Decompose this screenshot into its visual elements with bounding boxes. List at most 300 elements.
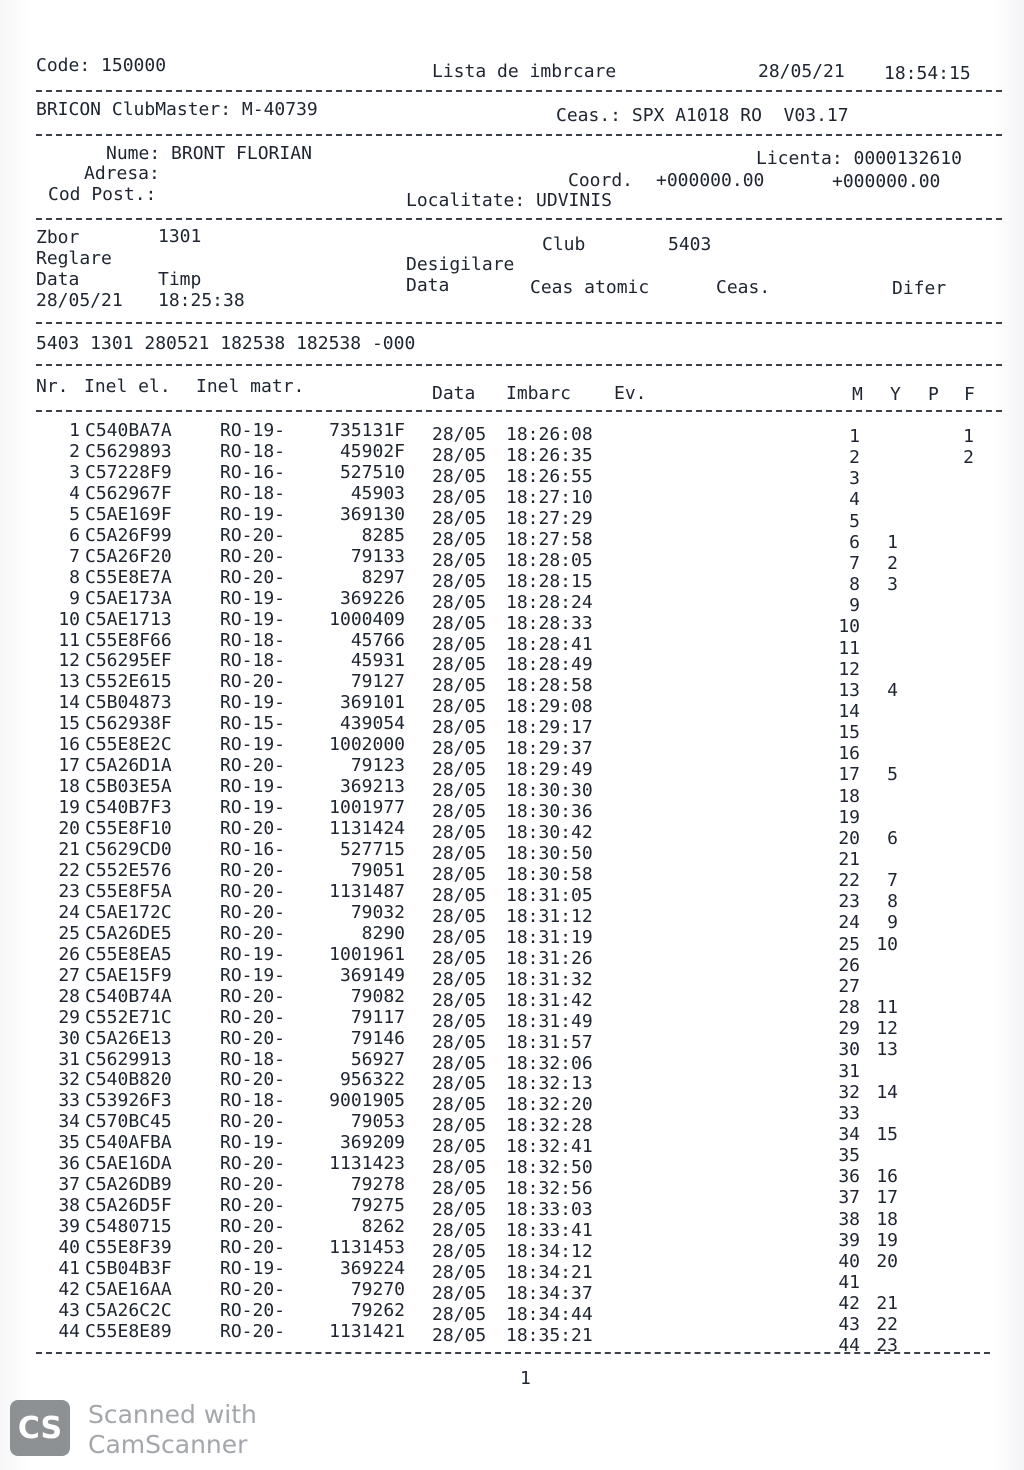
owner-address: Adresa:	[84, 163, 160, 184]
data-value: 28/05/21	[36, 290, 123, 311]
row-number: 27	[58, 964, 80, 986]
table-row	[0, 420, 1024, 447]
inel-electronic: C5AE169F	[85, 503, 172, 525]
col-y-value: 3	[887, 574, 898, 596]
col-y-value: 21	[876, 1293, 898, 1315]
col-y-value: 20	[876, 1250, 898, 1272]
row-date: 28/05	[432, 612, 487, 634]
col-m: M	[852, 384, 863, 405]
col-m-value: 18	[838, 785, 860, 807]
row-time: 18:26:08	[506, 424, 593, 445]
inel-prefix: RO-20-	[220, 1299, 286, 1321]
inel-matricol: 79262	[350, 1299, 405, 1321]
col-m-value: 17	[838, 764, 860, 786]
row-number: 28	[58, 985, 80, 1007]
inel-prefix: RO-15-	[220, 713, 286, 735]
col-m-value: 40	[838, 1250, 860, 1272]
inel-matricol: 735131F	[329, 420, 405, 441]
table-row	[0, 482, 1024, 511]
inel-prefix: RO-20-	[220, 1069, 286, 1091]
row-time: 18:30:36	[506, 801, 593, 823]
row-date: 28/05	[432, 759, 487, 781]
inel-matricol: 439054	[339, 713, 405, 735]
inel-matricol: 8285	[361, 524, 405, 546]
row-time: 18:31:12	[506, 905, 593, 927]
row-date: 28/05	[432, 926, 487, 948]
table-row	[0, 440, 1024, 469]
row-time: 18:28:58	[506, 675, 593, 697]
row-date: 28/05	[432, 1303, 487, 1325]
row-number: 40	[58, 1237, 80, 1259]
row-date: 28/05	[432, 1324, 487, 1346]
row-number: 19	[58, 797, 80, 819]
row-time: 18:33:03	[506, 1199, 593, 1221]
col-m-value: 20	[838, 827, 860, 849]
inel-prefix: RO-20-	[220, 1320, 286, 1342]
col-y: Y	[890, 384, 901, 405]
inel-electronic: C55E8E89	[85, 1320, 172, 1342]
row-date: 28/05	[432, 780, 487, 802]
col-m-value: 3	[849, 468, 860, 490]
row-date: 28/05	[432, 1094, 487, 1116]
inel-electronic: C540B7F3	[85, 797, 172, 819]
ceas-label: Ceas.	[716, 277, 771, 298]
inel-electronic: C5A26F99	[85, 524, 172, 546]
row-number: 44	[58, 1320, 80, 1342]
inel-prefix: RO-20-	[220, 671, 286, 693]
row-number: 6	[69, 524, 80, 546]
inel-prefix: RO-20-	[220, 1027, 286, 1049]
row-time: 18:28:49	[506, 654, 593, 676]
row-date: 28/05	[432, 1052, 487, 1074]
inel-prefix: RO-19-	[220, 503, 286, 525]
inel-matricol: 79270	[350, 1278, 405, 1300]
difer-label: Difer	[892, 278, 947, 299]
col-m-value: 14	[838, 700, 860, 722]
divider	[36, 90, 1002, 92]
inel-electronic: C5A26C2C	[85, 1299, 172, 1321]
col-y-value: 14	[876, 1081, 898, 1103]
inel-matricol: 8290	[361, 922, 405, 944]
inel-prefix: RO-19-	[220, 692, 286, 714]
col-y-value: 23	[876, 1335, 898, 1357]
inel-electronic: C55E8E2C	[85, 734, 172, 756]
table-row	[0, 524, 1024, 553]
col-m-value: 43	[838, 1314, 860, 1336]
row-number: 10	[58, 608, 80, 630]
col-m-value: 34	[838, 1123, 860, 1145]
inel-prefix: RO-20-	[220, 1216, 286, 1238]
col-y-value: 10	[876, 933, 898, 955]
inel-electronic: C5AE173A	[85, 587, 172, 609]
row-date: 28/05	[432, 570, 487, 592]
inel-prefix: RO-18-	[220, 629, 286, 651]
inel-electronic: C55E8E7A	[85, 566, 172, 588]
row-number: 22	[58, 859, 80, 881]
col-y-value: 7	[887, 870, 898, 892]
row-date: 28/05	[432, 675, 487, 697]
inel-matricol: 45931	[350, 650, 405, 672]
table-row	[0, 713, 1024, 744]
inel-electronic: C57228F9	[85, 461, 172, 483]
inel-prefix: RO-19-	[220, 1132, 286, 1154]
inel-prefix: RO-18-	[220, 482, 286, 504]
row-date: 28/05	[432, 549, 487, 571]
row-time: 18:31:42	[506, 989, 593, 1011]
col-m-value: 13	[838, 679, 860, 701]
inel-prefix: RO-16-	[220, 839, 286, 860]
col-m-value: 9	[849, 595, 860, 617]
row-time: 18:28:33	[506, 612, 593, 634]
col-m-value: 4	[849, 489, 860, 511]
device-label: BRICON ClubMaster: M-40739	[36, 99, 318, 120]
inel-electronic: C5629893	[85, 440, 172, 462]
inel-electronic: C55E8F66	[85, 629, 172, 651]
inel-electronic: C5A26D1A	[85, 755, 172, 777]
col-m-value: 5	[849, 510, 860, 532]
row-number: 34	[58, 1111, 80, 1133]
inel-electronic: C5A26DB9	[85, 1174, 172, 1196]
table-row	[0, 545, 1024, 574]
inel-matricol: 369226	[339, 587, 405, 609]
row-date: 28/05	[432, 1136, 487, 1158]
row-date: 28/05	[432, 1220, 487, 1242]
col-m-value: 25	[838, 933, 860, 955]
inel-electronic: C570BC45	[85, 1111, 172, 1133]
row-date: 28/05	[432, 1031, 487, 1053]
inel-prefix: RO-20-	[220, 880, 286, 902]
row-number: 41	[58, 1258, 80, 1279]
row-number: 15	[58, 713, 80, 735]
inel-matricol: 527715	[339, 839, 405, 860]
col-m-value: 19	[838, 806, 860, 828]
inel-matricol: 1131421	[329, 1320, 405, 1342]
row-time: 18:32:06	[506, 1052, 593, 1074]
col-y-value: 9	[887, 912, 898, 934]
row-date: 28/05	[432, 1010, 487, 1032]
table-row	[0, 776, 1024, 807]
table-row	[0, 608, 1024, 638]
row-time: 18:29:37	[506, 738, 593, 760]
col-m-value: 16	[838, 743, 860, 765]
inel-prefix: RO-18-	[220, 1048, 286, 1070]
inel-electronic: C552E576	[85, 859, 172, 881]
col-y-value: 16	[876, 1166, 898, 1188]
row-number: 21	[58, 839, 80, 860]
owner-name: Nume: BRONT FLORIAN	[106, 143, 312, 164]
row-time: 18:31:32	[506, 968, 593, 990]
col-m-value: 7	[849, 552, 860, 574]
inel-electronic: C5A26E13	[85, 1027, 172, 1049]
inel-matricol: 369213	[339, 776, 405, 798]
col-m-value: 24	[838, 912, 860, 934]
club-value: 5403	[668, 234, 712, 255]
row-time: 18:32:56	[506, 1178, 593, 1200]
col-inel-matr: Inel matr.	[196, 376, 305, 397]
inel-prefix: RO-20-	[220, 818, 286, 840]
inel-prefix: RO-20-	[220, 1006, 286, 1028]
inel-prefix: RO-18-	[220, 440, 286, 462]
inel-prefix: RO-20-	[220, 1174, 286, 1196]
row-time: 18:35:21	[506, 1324, 593, 1346]
row-number: 38	[58, 1195, 80, 1217]
inel-prefix: RO-20-	[220, 1195, 286, 1217]
row-time: 18:32:28	[506, 1115, 593, 1137]
row-time: 18:34:12	[506, 1241, 593, 1263]
table-row	[0, 587, 1024, 617]
row-date: 28/05	[432, 633, 487, 655]
page-number: 1	[520, 1368, 531, 1389]
coord-x: +000000.00	[656, 170, 765, 191]
inel-matricol: 79051	[350, 859, 405, 881]
col-m-value: 42	[838, 1293, 860, 1315]
inel-electronic: C5AE172C	[85, 901, 172, 923]
divider	[36, 410, 1002, 412]
row-time: 18:34:21	[506, 1262, 593, 1283]
row-time: 18:32:13	[506, 1073, 593, 1095]
row-date: 28/05	[432, 801, 487, 823]
summary-line: 5403 1301 280521 182538 182538 -000	[36, 333, 416, 354]
col-m-value: 36	[838, 1166, 860, 1188]
col-y-value: 12	[876, 1018, 898, 1040]
inel-electronic: C55E8F39	[85, 1237, 172, 1259]
divider	[36, 1352, 990, 1354]
row-number: 11	[58, 629, 80, 651]
row-time: 18:31:19	[506, 926, 593, 948]
col-m-value: 10	[838, 616, 860, 638]
inel-electronic: C540BA7A	[85, 420, 172, 441]
table-row	[0, 566, 1024, 596]
row-time: 18:28:41	[506, 633, 593, 655]
table-row	[0, 755, 1024, 786]
row-time: 18:29:08	[506, 696, 593, 718]
inel-prefix: RO-20-	[220, 859, 286, 881]
row-number: 26	[58, 943, 80, 965]
inel-matricol: 45903	[350, 482, 405, 504]
row-time: 18:32:50	[506, 1157, 593, 1179]
inel-prefix: RO-19-	[220, 776, 286, 798]
inel-prefix: RO-20-	[220, 1278, 286, 1300]
camscanner-logo: CS	[10, 1400, 70, 1456]
inel-electronic: C552E615	[85, 671, 172, 693]
inel-electronic: C5AE1713	[85, 608, 172, 630]
row-date: 28/05	[432, 1262, 487, 1283]
inel-electronic: C5A26DE5	[85, 922, 172, 944]
row-date: 28/05	[432, 863, 487, 885]
col-m-value: 31	[838, 1060, 860, 1082]
row-date: 28/05	[432, 947, 487, 969]
col-y-value: 13	[876, 1039, 898, 1061]
table-row	[0, 629, 1024, 659]
table-row	[0, 734, 1024, 765]
row-time: 18:30:58	[506, 863, 593, 885]
inel-matricol: 527510	[339, 461, 405, 483]
inel-matricol: 1131453	[329, 1237, 405, 1259]
row-date: 28/05	[432, 1241, 487, 1263]
inel-prefix: RO-20-	[220, 524, 286, 546]
inel-electronic: C540AFBA	[85, 1132, 172, 1154]
print-date: 28/05/21	[758, 61, 845, 82]
inel-prefix: RO-20-	[220, 1237, 286, 1259]
row-date: 28/05	[432, 822, 487, 844]
col-m-value: 32	[838, 1081, 860, 1103]
inel-electronic: C540B820	[85, 1069, 172, 1091]
data-label: Data	[36, 269, 80, 290]
col-y-value: 18	[876, 1208, 898, 1230]
row-number: 33	[58, 1090, 80, 1112]
print-time: 18:54:15	[884, 63, 971, 84]
row-number: 14	[58, 692, 80, 714]
inel-prefix: RO-19-	[220, 1258, 286, 1279]
inel-electronic: C5480715	[85, 1216, 172, 1238]
coord-y: +000000.00	[832, 171, 941, 192]
table-row	[0, 818, 1024, 849]
inel-electronic: C5B04873	[85, 692, 172, 714]
row-number: 32	[58, 1069, 80, 1091]
inel-electronic: C5AE15F9	[85, 964, 172, 986]
row-time: 18:33:41	[506, 1220, 593, 1242]
row-time: 18:30:30	[506, 780, 593, 802]
inel-electronic: C5AE16AA	[85, 1278, 172, 1300]
inel-matricol: 45902F	[339, 440, 405, 462]
inel-matricol: 9001905	[329, 1090, 405, 1112]
inel-prefix: RO-16-	[220, 461, 286, 483]
row-time: 18:27:58	[506, 528, 593, 550]
row-date: 28/05	[432, 884, 487, 906]
table-row	[0, 797, 1024, 828]
row-date: 28/05	[432, 696, 487, 718]
row-number: 13	[58, 671, 80, 693]
inel-prefix: RO-20-	[220, 1111, 286, 1133]
inel-prefix: RO-20-	[220, 985, 286, 1007]
clock-label: Ceas.: SPX A1018 RO V03.17	[556, 105, 849, 126]
inel-matricol: 8297	[361, 566, 405, 588]
row-number: 2	[69, 440, 80, 462]
inel-matricol: 45766	[350, 629, 405, 651]
row-number: 42	[58, 1278, 80, 1300]
row-time: 18:26:35	[506, 444, 593, 466]
inel-prefix: RO-19-	[220, 587, 286, 609]
inel-electronic: C5629913	[85, 1048, 172, 1070]
col-y-value: 8	[887, 891, 898, 913]
col-m-value: 26	[838, 954, 860, 976]
col-y-value: 2	[887, 552, 898, 574]
col-m-value: 2	[849, 447, 860, 469]
col-m-value: 39	[838, 1229, 860, 1251]
inel-matricol: 1131424	[329, 818, 405, 840]
inel-matricol: 79053	[350, 1111, 405, 1133]
row-time: 18:32:41	[506, 1136, 593, 1158]
col-m-value: 27	[838, 975, 860, 997]
inel-matricol: 79275	[350, 1195, 405, 1217]
row-time: 18:29:49	[506, 759, 593, 781]
row-date: 28/05	[432, 843, 487, 864]
inel-matricol: 79032	[350, 901, 405, 923]
timp-label: Timp	[158, 269, 202, 290]
code-label: Code: 150000	[36, 55, 167, 76]
row-date: 28/05	[432, 507, 487, 529]
row-number: 3	[69, 461, 80, 483]
row-time: 18:34:37	[506, 1282, 593, 1304]
table-row	[0, 671, 1024, 701]
col-y-value: 1	[887, 531, 898, 553]
row-date: 28/05	[432, 1199, 487, 1221]
col-m-value: 33	[838, 1102, 860, 1124]
timp-value: 18:25:38	[158, 290, 245, 311]
col-m-value: 6	[849, 531, 860, 553]
divider	[36, 322, 1002, 324]
divider	[36, 218, 1002, 220]
col-y-value: 6	[887, 827, 898, 849]
col-m-value: 35	[838, 1145, 860, 1167]
inel-matricol: 1001977	[329, 797, 405, 819]
col-m-value: 15	[838, 722, 860, 744]
inel-electronic: C5A26F20	[85, 545, 172, 567]
col-inel-el: Inel el.	[84, 376, 171, 397]
inel-matricol: 56927	[350, 1048, 405, 1070]
inel-electronic: C562967F	[85, 482, 172, 504]
inel-prefix: RO-18-	[220, 1090, 286, 1112]
col-m-value: 37	[838, 1187, 860, 1209]
row-date: 28/05	[432, 1178, 487, 1200]
row-date: 28/05	[432, 591, 487, 613]
row-time: 18:27:10	[506, 486, 593, 508]
row-date: 28/05	[432, 905, 487, 927]
col-m-value: 41	[838, 1272, 860, 1293]
inel-matricol: 79278	[350, 1174, 405, 1196]
club-label: Club	[542, 234, 586, 255]
row-date: 28/05	[432, 989, 487, 1011]
inel-prefix: RO-20-	[220, 545, 286, 567]
row-date: 28/05	[432, 1282, 487, 1304]
row-date: 28/05	[432, 444, 487, 466]
col-p: P	[928, 384, 939, 405]
col-imbarc: Imbarc	[506, 383, 572, 404]
inel-matricol: 1000409	[329, 608, 405, 630]
coord-label: Coord.	[568, 170, 634, 191]
row-number: 1	[69, 420, 80, 441]
desigilare-label: Desigilare	[406, 254, 515, 275]
col-m-value: 1	[849, 426, 860, 447]
col-y-value: 19	[876, 1229, 898, 1251]
inel-matricol: 79127	[350, 671, 405, 693]
camscanner-watermark	[88, 1400, 257, 1460]
row-number: 23	[58, 880, 80, 902]
row-time: 18:28:24	[506, 591, 593, 613]
col-m-value: 23	[838, 891, 860, 913]
row-number: 9	[69, 587, 80, 609]
inel-electronic: C55E8F10	[85, 818, 172, 840]
row-date: 28/05	[432, 968, 487, 990]
inel-matricol: 8262	[361, 1216, 405, 1238]
row-number: 31	[58, 1048, 80, 1070]
row-number: 35	[58, 1132, 80, 1154]
inel-matricol: 79133	[350, 545, 405, 567]
document-title: Lista de imbrcare	[432, 61, 617, 82]
watermark-line2: CamScanner	[88, 1430, 248, 1459]
divider	[36, 364, 1002, 366]
row-time: 18:31:26	[506, 947, 593, 969]
row-number: 43	[58, 1299, 80, 1321]
inel-electronic: C540B74A	[85, 985, 172, 1007]
row-time: 18:31:49	[506, 1010, 593, 1032]
col-m-value: 28	[838, 997, 860, 1019]
row-number: 20	[58, 818, 80, 840]
row-date: 28/05	[432, 1115, 487, 1137]
col-f: F	[964, 384, 975, 405]
inel-electronic: C53926F3	[85, 1090, 172, 1112]
inel-matricol: 369224	[339, 1258, 405, 1279]
